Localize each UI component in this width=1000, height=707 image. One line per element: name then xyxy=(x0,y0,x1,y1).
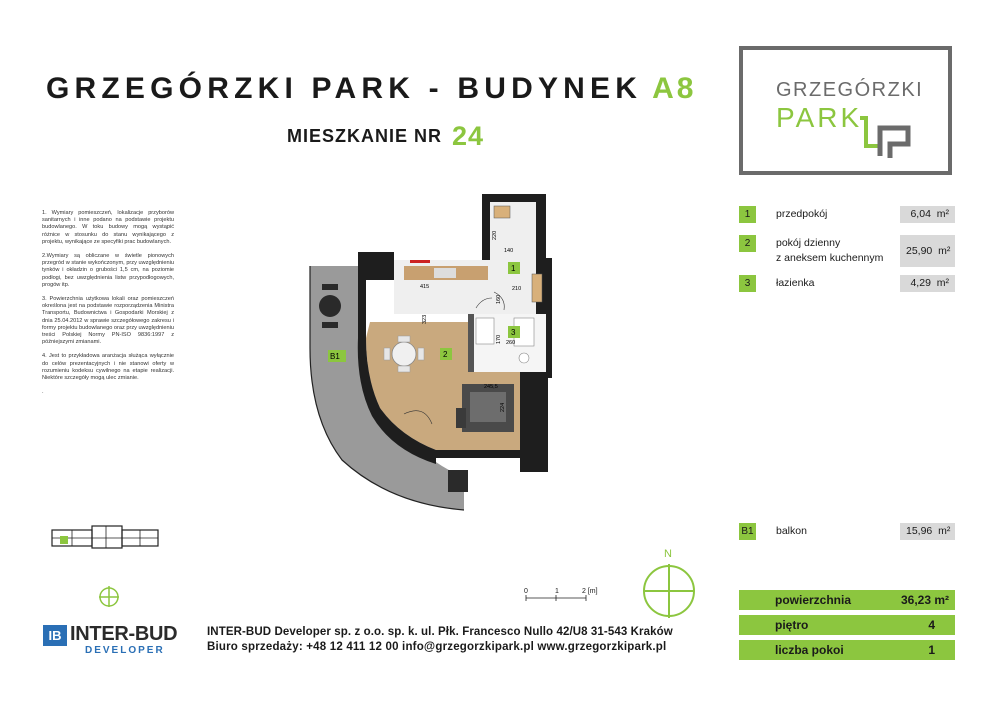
dining-table xyxy=(392,342,416,366)
room-tag-1: 1 xyxy=(511,264,516,273)
title-text: GRZEGÓRZKI PARK - BUDYNEK xyxy=(46,72,643,105)
room-number: 1 xyxy=(739,206,756,223)
summary-area: powierzchnia 36,23 m² xyxy=(739,590,955,610)
room-area: 4,29 m² xyxy=(900,275,955,292)
room-name: pokój dzienny xyxy=(776,237,841,249)
room-tag-3: 3 xyxy=(511,328,516,337)
room-row-balcony xyxy=(739,523,955,540)
note-2: 2.Wymiary są obliczane w świetle pionowych przegród w stanie wykończonym, przy uwzględnieniu tynków i okładzin o grubości 1,5 cm, na poziomie podłogi, bez uwzględnienia listw przypodłogowych, progów itp. xyxy=(42,253,174,288)
logo-top-text: GRZEGÓRZKI xyxy=(776,79,924,101)
balcony-chair xyxy=(448,470,468,492)
page-title xyxy=(46,72,696,106)
room-area: 6,04 m² xyxy=(900,206,955,223)
apartment-number: 24 xyxy=(452,121,485,151)
summary-rooms: liczba pokoi 1 xyxy=(739,640,955,660)
room-number: 3 xyxy=(739,275,756,292)
apartment-label: MIESZKANIE NR xyxy=(287,126,443,146)
balcony-table xyxy=(319,295,341,317)
building-minimap xyxy=(46,522,166,554)
inter-bud-logo-icon: IB xyxy=(43,625,67,646)
wall-north xyxy=(482,194,540,202)
notes-block xyxy=(42,210,174,403)
dim-label: 210 xyxy=(512,286,522,292)
dim-label: 323 xyxy=(422,314,428,324)
floor-plan xyxy=(300,188,560,518)
note-3: 3. Powierzchnia użytkowa lokali oraz pomieszczeń określona jest na podstawie rozporządzenia Ministra Transportu, Budownictwa i Gospodarki Morskiej z dnia 25.04.2012 w sprawie szczegółowego zakresu i formy projektu budowlanego oraz przy uwzględnieniu treści Polskiej Normy PN-ISO 9836:1997 z późniejszymi zmianami. xyxy=(42,296,174,346)
inter-bud-logo-text: INTER-BUD xyxy=(70,623,178,645)
dim-label: 170 xyxy=(496,334,502,344)
scale-label-2: 2 [m] xyxy=(582,588,598,595)
dim-label: 245,5 xyxy=(484,384,498,390)
scale-label-0: 0 xyxy=(524,588,528,595)
note-1: 1. Wymiary pomieszczeń, lokalizacje przyborów sanitarnych i inne podano na podstawie projektu budowlanego. W toku budowy mogą wystąpić różnice w stosunku do stanu wynikającego z projektu, wynikające ze specyfiki prac budowlanych. xyxy=(42,210,174,245)
room-row xyxy=(739,235,955,267)
apartment-marker xyxy=(60,536,68,544)
inter-bud-logo-sub: DEVELOPER xyxy=(85,645,165,656)
compass-letter: N xyxy=(664,548,672,560)
building-number: A8 xyxy=(652,72,697,105)
logo-park-text: PARK xyxy=(776,102,863,133)
dim-label: 260 xyxy=(506,340,516,346)
note-4: 4. Jest to przykładowa aranżacja służąca wyłącznie do celów prezentacyjnych i nie stanowi oferty w rozumieniu kodeksu cywilnego na etapie realizacji. Niektóre szczegóły mogą ulec zmianie. xyxy=(42,353,174,382)
room-number: B1 xyxy=(739,523,756,540)
apartment-heading xyxy=(287,118,484,149)
footer-contact: Biuro sprzedaży: +48 12 411 12 00 info@grzegorzkipark.pl www.grzegorzkipark.pl xyxy=(207,641,667,653)
wall-east xyxy=(546,258,552,378)
room-area: 25,90 m² xyxy=(900,235,955,267)
room-tag-2: 2 xyxy=(443,350,448,359)
logo-p-icon xyxy=(858,112,918,160)
room-area: 15,96 m² xyxy=(900,523,955,540)
room-number: 2 xyxy=(739,235,756,252)
summary-floor: piętro 4 xyxy=(739,615,955,635)
room-tag-b1: B1 xyxy=(330,352,340,361)
dim-label: 160 xyxy=(496,294,502,304)
room-name: łazienka xyxy=(776,277,815,289)
small-compass-icon xyxy=(96,580,122,608)
room-name: przedpokój xyxy=(776,208,828,220)
room-row xyxy=(739,275,955,292)
dim-label: 220 xyxy=(492,230,498,240)
room-row xyxy=(739,206,955,223)
footer-address: INTER-BUD Developer sp. z o.o. sp. k. ul. Płk. Francesco Nullo 42/U8 31-543 Kraków xyxy=(207,626,673,638)
dim-label: 224 xyxy=(500,402,506,412)
note-5: . xyxy=(42,389,44,396)
dim-label: 415 xyxy=(420,284,430,290)
room-name: balkon xyxy=(776,525,807,537)
room-name-2: z aneksem kuchennym xyxy=(776,252,884,264)
dim-label: 140 xyxy=(504,248,514,254)
scale-label-1: 1 xyxy=(555,588,559,595)
compass-icon xyxy=(640,562,700,620)
